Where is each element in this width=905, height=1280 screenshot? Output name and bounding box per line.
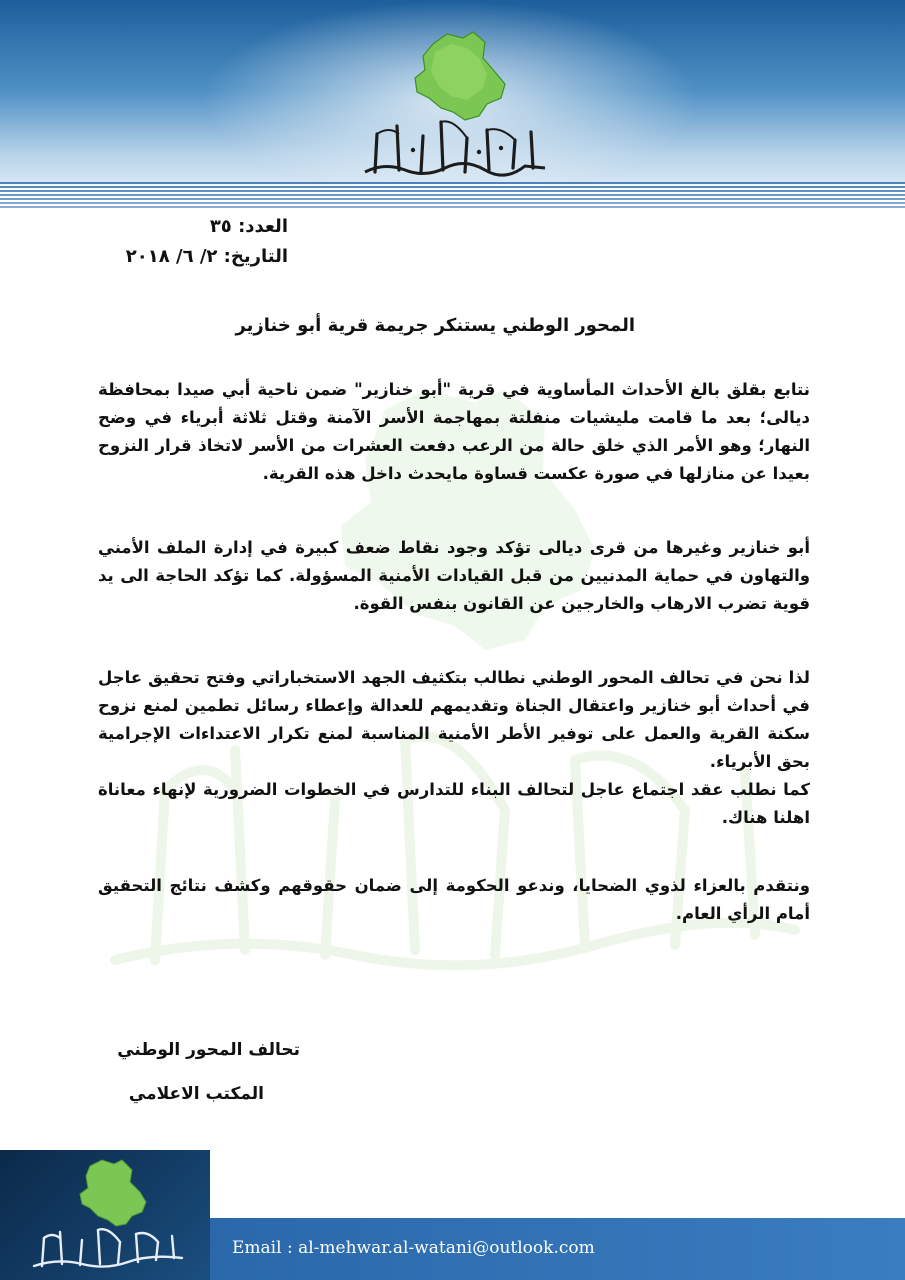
footer-calligraphy xyxy=(34,1229,182,1266)
body-paragraph-3: لذا نحن في تحالف المحور الوطني نطالب بتكثيف الجهد الاستخباراتي وفتح تحقيق عاجل في أحداث أبو خنازير واعتقال الجناة وتقديمهم للعدالة وإعطاء رسائل تطمين لمنع نزوح سكنة القرية والعمل على توفير الأطر الأمنية المناسبة لمنع تكرار الاعتداءات الإجرامية بحق الأبرياء. xyxy=(98,668,810,771)
footer-map-icon xyxy=(80,1160,146,1226)
letter-number: العدد: ٣٥ xyxy=(209,216,288,237)
footer-email[interactable]: Email : al-mehwar.al-watani@outlook.com xyxy=(232,1238,595,1258)
signature-office: المكتب الاعلامي xyxy=(128,1084,264,1104)
signature-organization: تحالف المحور الوطني xyxy=(117,1040,300,1060)
signature-block xyxy=(117,1040,300,1104)
footer-logo xyxy=(28,1158,188,1276)
header-logo xyxy=(355,22,555,182)
body-paragraph-2: أبو خنازير وغيرها من قرى ديالى تؤكد وجود نقاط ضعف كبيرة في إدارة الملف الأمني والتهاون في حماية المدنيين من قبل القيادات الأمنية المسؤولة. كما تؤكد الحاجة الى يد قوية تضرب الارهاب والخارجين عن القانون بنفس القوة. xyxy=(98,538,810,613)
letter-title: المحور الوطني يستنكر جريمة قرية أبو خنازير xyxy=(235,315,635,336)
letter-body xyxy=(98,376,810,928)
letter-meta xyxy=(126,212,288,272)
letter-date: التاريخ: ٢/ ٦/ ٢٠١٨ xyxy=(125,246,288,267)
iraq-map-icon xyxy=(415,32,505,120)
logo-calligraphy xyxy=(365,121,545,175)
body-paragraph-5: ونتقدم بالعزاء لذوي الضحايا، وندعو الحكومة إلى ضمان حقوقهم وكشف نتائج التحقيق أمام الرأي العام. xyxy=(98,876,810,923)
body-paragraph-1: نتابع بقلق بالغ الأحداث المأساوية في قرية "أبو خنازير" ضمن ناحية أبي صيدا بمحافظة ديالى؛ بعد ما قامت مليشيات منفلتة بمهاجمة الأسر الآمنة وقتل ثلاثة أبرياء في وضح النهار؛ وهو الأمر الذي خلق حالة من الرعب دفعت العشرات من الأسر لاتخاذ قرار النزوح بعيدا عن منازلها في صورة عكست قساوة مايحدث داخل هذه القرية. xyxy=(98,380,810,483)
body-paragraph-4: كما نطلب عقد اجتماع عاجل لتحالف البناء للتدارس في الخطوات الضرورية لإنهاء معاناة اهلنا هناك. xyxy=(98,780,810,827)
header-stripes-fade xyxy=(0,182,905,208)
